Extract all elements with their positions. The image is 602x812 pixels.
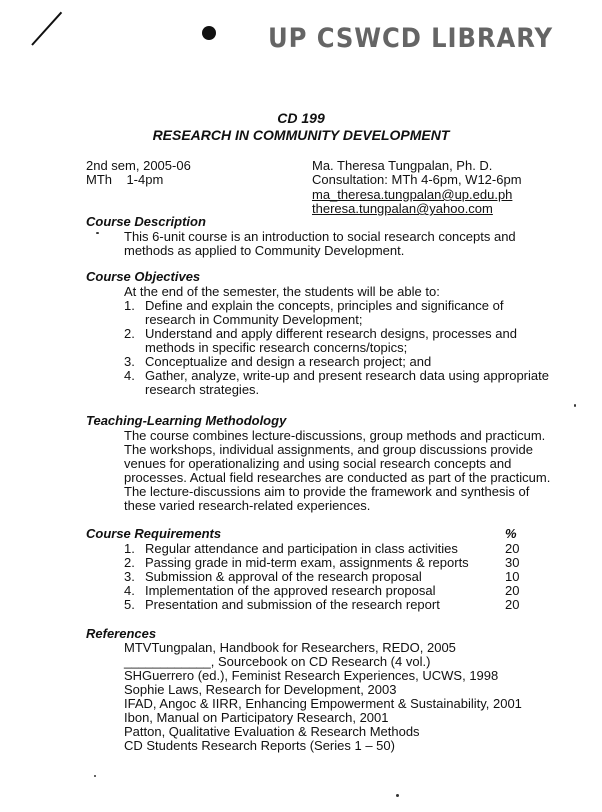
description-line: This 6-unit course is an introduction to social research concepts and	[124, 229, 516, 244]
instructor-email-up[interactable]: ma_theresa.tungpalan@up.edu.ph	[312, 187, 513, 202]
requirement-percent: 20	[505, 583, 520, 598]
objective-line: research strategies.	[145, 382, 260, 397]
requirement-number: 4.	[124, 583, 135, 598]
requirement-item	[124, 556, 524, 570]
reference-item: ____________, Sourcebook on CD Research (4 vol.)	[124, 654, 431, 669]
objective-item	[124, 369, 549, 397]
speck-1	[96, 232, 99, 234]
references-heading: References	[86, 626, 157, 641]
objective-number: 3.	[124, 354, 135, 369]
pen-stroke-mark	[31, 12, 62, 46]
objectives-intro: At the end of the semester, the students will be able to:	[124, 284, 440, 299]
objective-number: 2.	[124, 326, 135, 341]
requirements-heading: Course Requirements	[86, 526, 222, 541]
requirement-item	[124, 598, 524, 612]
speck-4	[396, 794, 399, 797]
objective-number: 1.	[124, 298, 135, 313]
reference-item: SHGuerrero (ed.), Feminist Research Experiences, UCWS, 1998	[124, 668, 499, 683]
references-list	[124, 641, 522, 753]
objectives-list	[124, 299, 549, 397]
objectives-heading: Course Objectives	[86, 269, 201, 284]
requirement-item	[124, 584, 524, 598]
requirement-item	[124, 542, 524, 556]
objective-item	[124, 299, 549, 327]
requirement-number: 5.	[124, 597, 135, 612]
objective-line: research in Community Development;	[145, 312, 363, 327]
description-line: methods as applied to Community Development.	[124, 243, 405, 258]
requirement-number: 1.	[124, 541, 135, 556]
instructor-name: Ma. Theresa Tungpalan, Ph. D.	[312, 158, 493, 173]
objective-line: Define and explain the concepts, principles and significance of	[145, 298, 504, 313]
methodology-line: The course combines lecture-discussions, group methods and practicum.	[124, 428, 546, 443]
reference-item: Ibon, Manual on Participatory Research, 2001	[124, 710, 389, 725]
requirement-text: Submission & approval of the research proposal	[145, 569, 422, 584]
requirement-text: Regular attendance and participation in class activities	[145, 541, 458, 556]
methodology-line: The lecture-discussions aim to provide the framework and synthesis of	[124, 484, 530, 499]
objective-item	[124, 327, 549, 355]
requirement-percent: 10	[505, 569, 520, 584]
reference-item: MTVTungpalan, Handbook for Researchers, REDO, 2005	[124, 640, 456, 655]
speck-3	[94, 775, 96, 777]
reference-item: Sophie Laws, Research for Development, 2003	[124, 682, 397, 697]
requirement-percent: 20	[505, 541, 520, 556]
objective-line: methods in specific research concerns/topics;	[145, 340, 408, 355]
reference-item: Patton, Qualitative Evaluation & Research Methods	[124, 724, 420, 739]
requirement-number: 2.	[124, 555, 135, 570]
reference-item: CD Students Research Reports (Series 1 – 50)	[124, 738, 395, 753]
reference-item: IFAD, Angoc & IIRR, Enhancing Empowerment & Sustainability, 2001	[124, 696, 522, 711]
requirement-text: Presentation and submission of the research report	[145, 597, 440, 612]
description-heading: Course Description	[86, 214, 206, 229]
requirement-item	[124, 570, 524, 584]
objective-number: 4.	[124, 368, 135, 383]
methodology-line: venues for operationalizing and using social research concepts and	[124, 456, 512, 471]
requirement-text: Passing grade in mid-term exam, assignments & reports	[145, 555, 469, 570]
consultation-hours: Consultation: MTh 4-6pm, W12-6pm	[312, 172, 522, 187]
requirements-list	[124, 542, 524, 612]
speck-2	[574, 404, 576, 407]
objective-item	[124, 355, 549, 369]
class-schedule: MTh 1-4pm	[86, 172, 164, 187]
ink-dot-mark	[202, 26, 216, 40]
methodology-line: these varied research-related experiences.	[124, 498, 371, 513]
methodology-line: processes. Actual field researches are conducted as part of the practicum.	[124, 470, 551, 485]
instructor-email-yahoo[interactable]: theresa.tungpalan@yahoo.com	[312, 201, 493, 216]
requirement-percent: 30	[505, 555, 520, 570]
objective-line: Conceptualize and design a research project; and	[145, 354, 432, 369]
course-title: RESEARCH IN COMMUNITY DEVELOPMENT	[152, 127, 450, 143]
methodology-line: The workshops, individual assignments, and group discussions provide	[124, 442, 533, 457]
semester: 2nd sem, 2005-06	[86, 158, 191, 173]
objective-line: Gather, analyze, write-up and present research data using appropriate	[145, 368, 549, 383]
course-code: CD 199	[277, 110, 325, 126]
library-stamp: UP CSWCD LIBRARY	[268, 23, 554, 54]
requirement-text: Implementation of the approved research proposal	[145, 583, 436, 598]
requirement-number: 3.	[124, 569, 135, 584]
percent-header: %	[505, 526, 517, 541]
requirement-percent: 20	[505, 597, 520, 612]
objective-line: Understand and apply different research designs, processes and	[145, 326, 517, 341]
methodology-heading: Teaching-Learning Methodology	[86, 413, 287, 428]
